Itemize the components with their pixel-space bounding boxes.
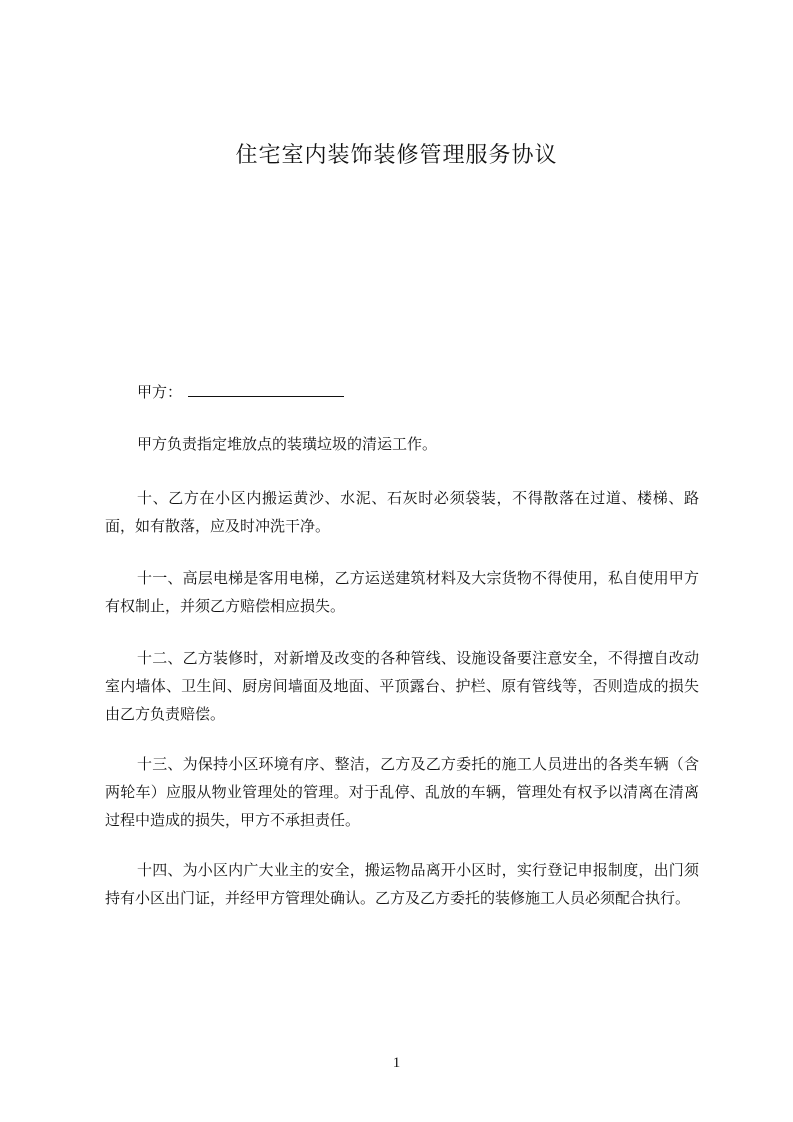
paragraph-waste-cleanup: 甲方负责指定堆放点的装璜垃圾的清运工作。 [137, 435, 438, 453]
paragraph-clause-14: 十四、为小区内广大业主的安全，搬运物品离开小区时，实行登记申报制度，出门须持有小区出门证，并经甲方管理处确认。乙方及乙方委托的装修施工人员必须配合执行。 [105, 861, 699, 907]
party-a-label: 甲方： [137, 383, 183, 401]
paragraph-clause-12: 十二、乙方装修时，对新增及改变的各种管线、设施设备要注意安全，不得擅自改动室内墙体、卫生间、厨房间墙面及地面、平顶露台、护栏、原有管线等，否则造成的损失由乙方负责赔偿。 [105, 649, 699, 723]
paragraph-clause-11: 十一、高层电梯是客用电梯，乙方运送建筑材料及大宗货物不得使用，私自使用甲方有权制止，并须乙方赔偿相应损失。 [105, 569, 699, 615]
page-number: 1 [392, 1055, 401, 1071]
party-a-line [137, 378, 344, 404]
paragraph-clause-13: 十三、为保持小区环境有序、整洁，乙方及乙方委托的施工人员进出的各类车辆（含两轮车）应服从物业管理处的管理。对于乱停、乱放的车辆，管理处有权予以清离在清离过程中造成的损失，甲方不承担责任。 [105, 755, 699, 829]
paragraph-clause-10: 十、乙方在小区内搬运黄沙、水泥、石灰时必须袋装，不得散落在过道、楼梯、路面，如有散落，应及时冲洗干净。 [105, 489, 699, 535]
document-title: 住宅室内装饰装修管理服务协议 [235, 143, 558, 168]
party-a-blank-field [188, 378, 344, 397]
